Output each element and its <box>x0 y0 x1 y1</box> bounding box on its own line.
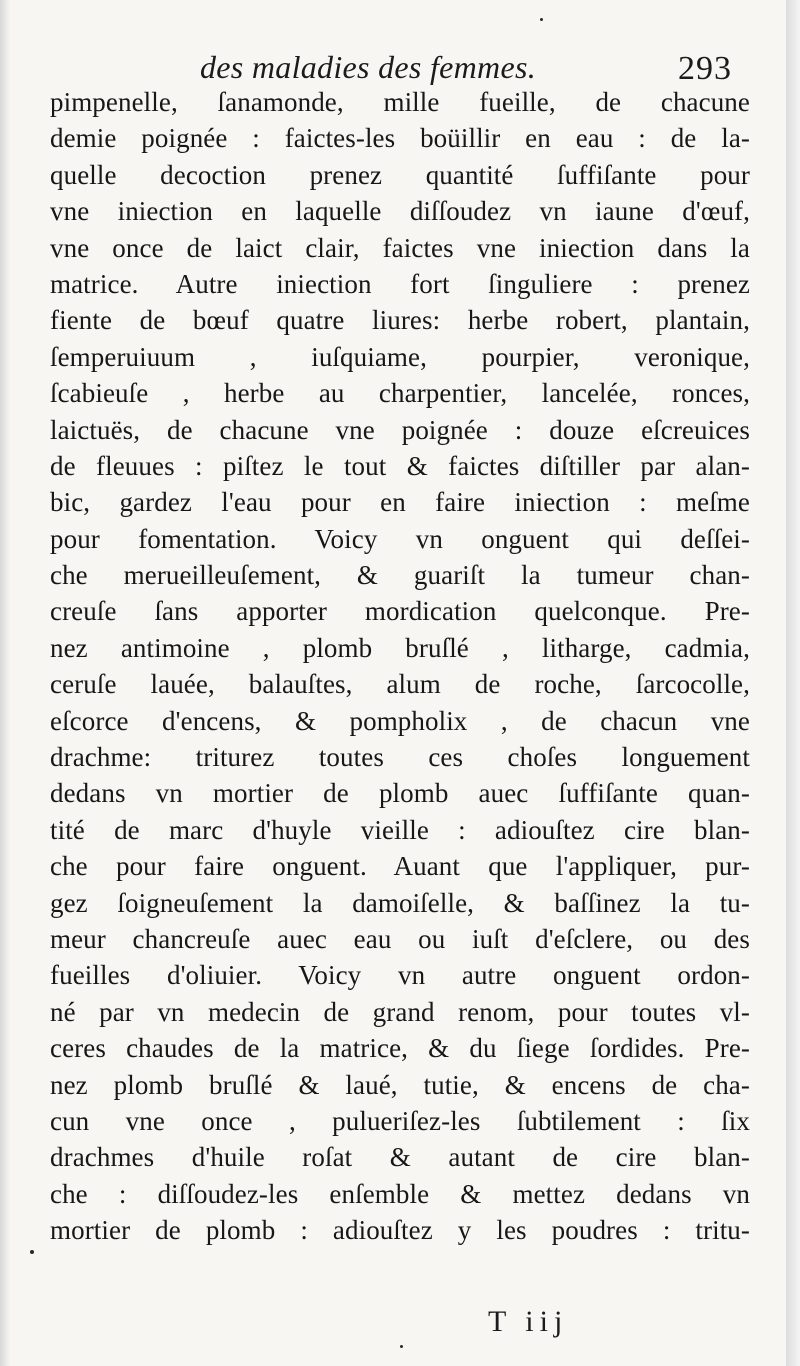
text-line: che : diſſoudez-les enſemble & mettez dedans vn <box>50 1178 750 1209</box>
text-line: creuſe ſans apporter mordication quelconque. Pre- <box>50 596 750 627</box>
text-line: quelle decoction prenez quantité ſuffiſante pour <box>50 159 750 190</box>
ink-speck <box>400 1345 403 1348</box>
text-line: vne once de laict clair, faictes vne iniection dans la <box>50 232 750 263</box>
text-line: ceres chaudes de la matrice, & du ſiege ſordides. Pre- <box>50 1033 750 1064</box>
text-line: de fleuues : piſtez le tout & faictes diſtiller par alan- <box>50 450 750 481</box>
page-number: 293 <box>678 50 732 87</box>
text-line: drachme: triturez toutes ces choſes longuement <box>50 742 750 773</box>
ink-speck <box>540 18 543 21</box>
text-line: ceruſe lauée, balauſtes, alum de roche, ſarcocolle, <box>50 669 750 700</box>
text-line: eſcorce d'encens, & pompholix , de chacun vne <box>50 705 750 736</box>
text-line: ſemperuiuum , iuſquiame, pourpier, veronique, <box>50 341 750 372</box>
text-line: fiente de bœuf quatre liures: herbe robert, plantain, <box>50 305 750 336</box>
gutter-shadow <box>0 0 10 1366</box>
page-edge <box>786 0 800 1366</box>
text-line: matrice. Autre iniection fort ſinguliere : prenez <box>50 268 750 299</box>
text-line: fueilles d'oliuier. Voicy vn autre onguent ordon- <box>50 960 750 991</box>
text-line: dedans vn mortier de plomb auec ſuffiſante quan- <box>50 778 750 809</box>
text-line: pimpenelle, ſanamonde, mille fueille, de chacune <box>50 87 750 117</box>
text-line: tité de marc d'huyle vieille : adiouſtez cire blan- <box>50 814 750 845</box>
text-line: mortier de plomb : adiouſtez y les poudres : tritu- <box>50 1215 750 1246</box>
body-text <box>50 84 750 1249</box>
page-footer <box>0 1300 800 1344</box>
ink-speck <box>30 1250 34 1254</box>
text-line: che pour faire onguent. Auant que l'appliquer, pur- <box>50 851 750 882</box>
running-title: des maladies des femmes. <box>200 49 537 85</box>
text-line: bic, gardez l'eau pour en faire iniection : meſme <box>50 487 750 518</box>
text-line: drachmes d'huile roſat & autant de cire blan- <box>50 1142 750 1173</box>
text-line: cun vne once , pulueriſez-les ſubtilement : ſix <box>50 1105 750 1136</box>
text-line: né par vn medecin de grand renom, pour toutes vl- <box>50 996 750 1027</box>
text-line: gez ſoigneuſement la damoiſelle, & baſſinez la tu- <box>50 887 750 918</box>
signature-mark: T iij <box>488 1305 569 1338</box>
text-line: ſcabieuſe , herbe au charpentier, lancelée, ronces, <box>50 378 750 409</box>
text-line: pour fomentation. Voicy vn onguent qui deſſei- <box>50 523 750 554</box>
text-line: demie poignée : faictes-les boüillir en eau : de la- <box>50 123 750 154</box>
text-line: nez antimoine , plomb bruſlé , litharge, cadmia, <box>50 632 750 663</box>
text-line: meur chancreuſe auec eau ou iuſt d'eſclere, ou des <box>50 923 750 954</box>
text-line: nez plomb bruſlé & laué, tutie, & encens de cha- <box>50 1069 750 1100</box>
text-line: vne iniection en laquelle diſſoudez vn iaune d'œuf, <box>50 196 750 227</box>
text-line: che merueilleuſement, & guariſt la tumeur chan- <box>50 560 750 591</box>
text-line: laictuës, de chacune vne poignée : douze eſcreuices <box>50 414 750 445</box>
